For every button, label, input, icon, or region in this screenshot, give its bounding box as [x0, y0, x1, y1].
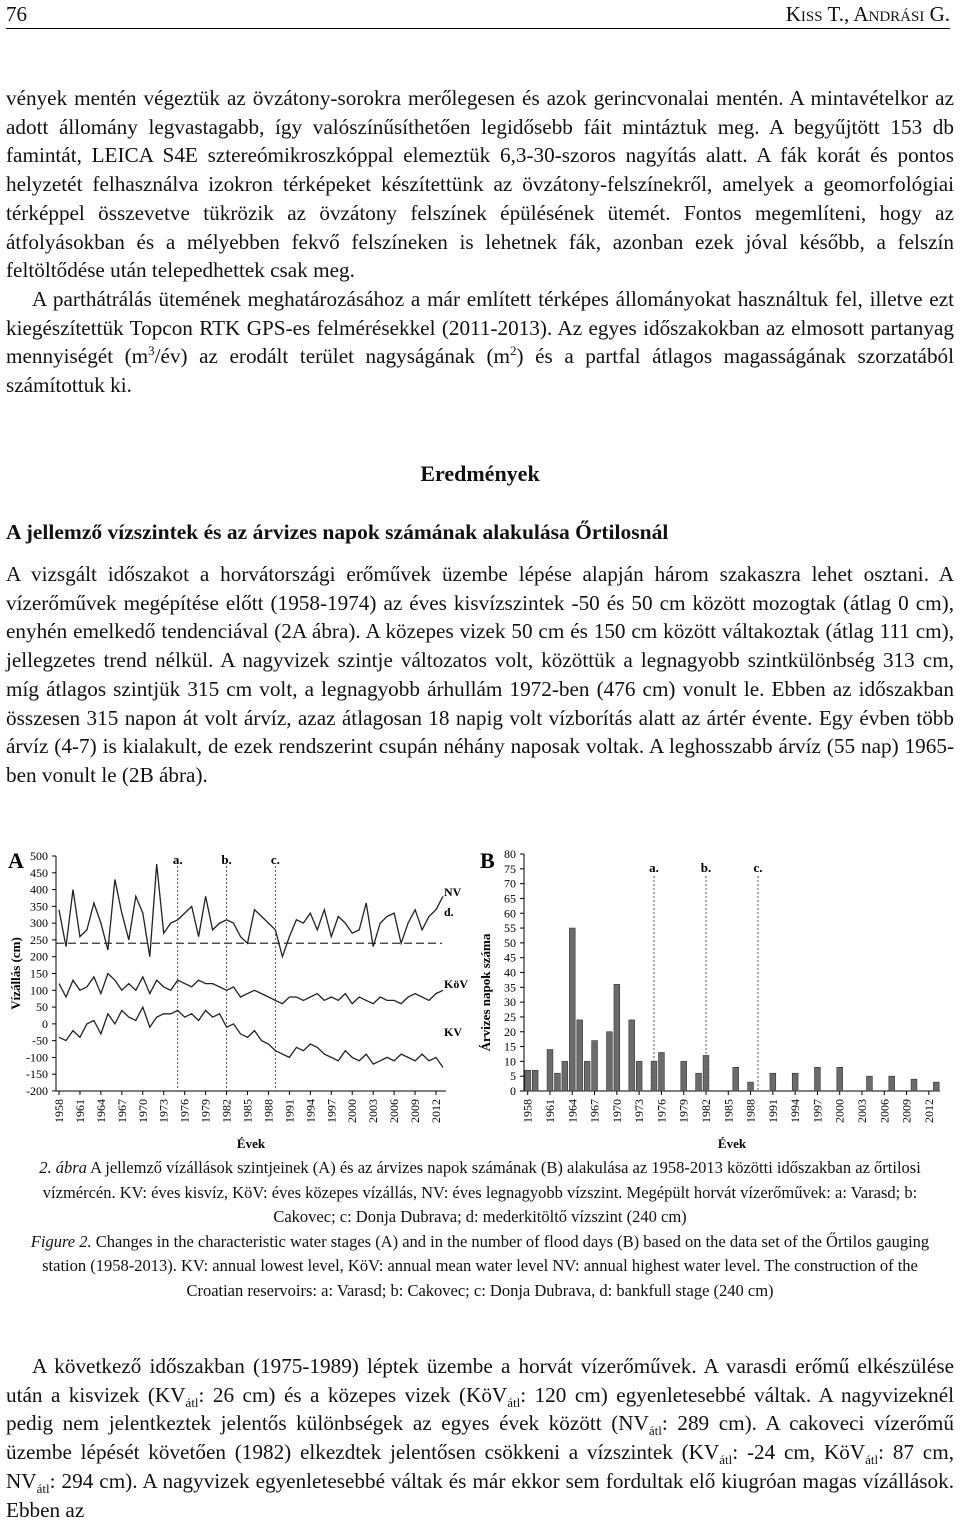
- y-tick-label: 80: [504, 847, 516, 861]
- y-tick-label: 0: [42, 1016, 48, 1031]
- superscript: 3: [148, 343, 155, 359]
- header-rule: [6, 28, 950, 29]
- x-tick-label: 2003: [366, 1099, 381, 1123]
- running-header: [6, 0, 950, 34]
- y-tick-label: 35: [504, 980, 516, 995]
- y-tick-label: 200: [30, 949, 48, 964]
- flood-days-bar: [867, 1076, 873, 1091]
- subsection-title: A jellemző vízszintek és az árvizes napok számának alakulása Őrtilosnál: [6, 520, 669, 544]
- flood-days-bar: [748, 1082, 754, 1091]
- text-run: : 294 cm). A nagyvizek egyenletesebbé váltak és már ekkor sem fordultak elő kiugróan magas vízállások. Ebben az: [6, 1468, 954, 1522]
- y-tick-label: 300: [30, 916, 48, 931]
- x-tick-label: 2009: [899, 1099, 914, 1123]
- text-run: A következő időszakban (1975-1989) léptek üzembe a horvát vízerőművek. A varasdi erőmű elkészülése után a kisvizek (KV: [6, 1354, 954, 1407]
- x-tick-label: 1976: [177, 1099, 192, 1123]
- text-run: : 289 cm). A cakoveci vízerőmű üzembe lépését követően (1982) elkezdtek jelentősen csökkeni a vízszintek (KV: [6, 1411, 954, 1465]
- y-tick-label: 250: [30, 932, 48, 947]
- x-tick-label: 2012: [429, 1099, 444, 1123]
- x-axis-label: Évek: [717, 1136, 747, 1151]
- x-tick-label: 1967: [114, 1099, 129, 1123]
- caption-hungarian: [20, 1156, 940, 1230]
- y-axis-label: Árvizes napok száma: [478, 933, 493, 1052]
- x-tick-label: 1961: [72, 1099, 87, 1123]
- series-line-kv: [59, 1007, 443, 1067]
- reservoir-label: a.: [172, 852, 183, 867]
- y-tick-label: 450: [30, 865, 48, 880]
- x-tick-label: 1967: [587, 1099, 602, 1123]
- reservoir-label: a.: [649, 860, 659, 875]
- x-tick-label: 2000: [345, 1099, 360, 1123]
- x-tick-label: 1994: [303, 1099, 318, 1123]
- x-tick-label: 1958: [520, 1099, 535, 1123]
- y-tick-label: 40: [504, 965, 516, 980]
- flood-days-bar: [525, 1070, 531, 1091]
- flood-days-bar: [770, 1073, 776, 1091]
- flood-days-bar: [792, 1073, 798, 1091]
- y-tick-label: 150: [30, 966, 48, 981]
- flood-days-bar: [629, 1020, 635, 1091]
- reservoir-label: b.: [221, 852, 232, 867]
- x-tick-label: 1988: [743, 1099, 758, 1123]
- series-label: NV: [444, 885, 462, 899]
- subscript: átl: [36, 1481, 50, 1497]
- flood-days-bar: [733, 1067, 739, 1091]
- x-tick-label: 1964: [565, 1099, 580, 1123]
- text-run: : 87 cm, NV: [6, 1440, 954, 1493]
- flood-days-bar: [569, 928, 575, 1091]
- flood-days-bar: [532, 1070, 538, 1091]
- results-paragraph-2: [6, 1352, 954, 1524]
- y-tick-label: 70: [504, 876, 516, 891]
- flood-days-bar: [889, 1076, 895, 1091]
- figure-caption: [20, 1156, 940, 1303]
- subscript: átl: [719, 1452, 733, 1468]
- panel-label: B: [480, 848, 495, 873]
- x-tick-label: 2012: [921, 1099, 936, 1123]
- x-tick-label: 2006: [877, 1099, 892, 1123]
- flood-days-bar: [659, 1052, 665, 1091]
- y-tick-label: 60: [504, 906, 516, 921]
- flood-days-bar: [933, 1082, 939, 1091]
- reservoir-label: b.: [700, 860, 712, 875]
- subscript: átl: [507, 1394, 521, 1410]
- text-run: /év) az erodált terület nagyságának (m: [154, 344, 511, 369]
- subscript: átl: [648, 1423, 662, 1439]
- y-tick-label: -100: [26, 1050, 48, 1065]
- x-tick-label: 1961: [543, 1099, 557, 1123]
- running-header-authors: Kiss T., Andrási G.: [785, 2, 950, 26]
- x-tick-label: 1973: [632, 1099, 647, 1123]
- y-tick-label: 50: [504, 935, 516, 950]
- x-tick-label: 1979: [198, 1099, 213, 1123]
- caption-text: Changes in the characteristic water stages (A) and in the number of flood days (B) based on the data set of the Őrtilos gauging station (1958-2013). KV: annual lowest level, KöV: annual mean water level NV: annual highest water level. The construction of the Croatian reservoirs: a: Varasd; b: Cakovec; c: Donja Dubrava, d: bankfull stage (240 cm): [42, 1231, 930, 1300]
- y-tick-label: 25: [504, 1009, 516, 1024]
- y-tick-label: 65: [504, 891, 516, 906]
- flood-days-bar: [562, 1061, 568, 1091]
- y-tick-label: -200: [26, 1084, 48, 1098]
- x-tick-label: 1994: [788, 1099, 803, 1123]
- x-axis-label: Évek: [236, 1136, 266, 1151]
- x-tick-label: 1997: [324, 1099, 339, 1123]
- x-tick-label: 2003: [855, 1099, 869, 1123]
- x-tick-label: 2009: [408, 1099, 423, 1123]
- chart-b: [478, 836, 948, 1156]
- caption-english: [20, 1230, 940, 1304]
- series-label: KöV: [444, 977, 468, 991]
- series-label: KV: [444, 1025, 462, 1039]
- text-run: : 120 cm) egyenletesebbé váltak. A nagyvizeknél pedig nem jelentkeztek jelentős különbségek az egyes évek között (NV: [6, 1382, 955, 1436]
- results-paragraph-1: A vizsgált időszakot a horvátországi erőművek üzembe lépése alapján három szakaszra lehet osztani. A vízerőművek megépítése előtt (1958-1974) az éves kisvízszintek -50 és 50 cm között mozogtak (átlag 0 cm), enyhén emelkedő tendenciával (2A ábra). A közepes vizek 50 cm és 150 cm között váltakoztak (átlag 111 cm), jellegzetes trend nélkül. A nagyvizek szintje változatos volt, közöttük a legnagyobb szintkülönbség 313 cm, míg átlagos szintjük 315 cm volt, a legnagyobb árhullám 1972-ben (476 cm) vonult le. Ebben az időszakban összesen 315 napon át volt árvíz, azaz átlagosan 18 napig volt vízborítás alatt az ártér évente. Egy évben több árvíz (4-7) is kialakult, de ezek rendszerint csupán néhány naposak voltak. A leghosszabb árvíz (55 nap) 1965-ben vonult le (2B ábra).: [6, 562, 954, 787]
- x-tick-label: 1976: [654, 1099, 669, 1123]
- x-tick-label: 1991: [765, 1099, 780, 1123]
- text-run: : 26 cm) és a közepes vizek (KöV: [198, 1382, 508, 1407]
- flood-days-bar: [592, 1041, 598, 1091]
- y-tick-label: 55: [504, 921, 516, 936]
- series-line-köv: [59, 974, 443, 1004]
- flood-days-bar: [584, 1061, 590, 1091]
- text-run: : -24 cm, KöV: [732, 1440, 866, 1465]
- x-tick-label: 1982: [699, 1099, 713, 1123]
- methods-paragraph-2: [6, 285, 954, 400]
- text-run: ) és a partfal átlagos magasságának szorzatából számítottuk ki.: [6, 344, 955, 398]
- methods-paragraph-1: vények mentén végeztük az övzátony-sorokra merőlegesen és azok gerincvonalai mentén. A mintavételkor az adott állomány legvastagabb, így valószínűsíthetően legidősebb fáit mintáztuk meg. A begyűjtött 153 db famintát, LEICA S4E sztereómikroszkóppal elemeztük 6,3-30-szoros nagyítás alatt. A fák korát és pontos helyzetét felhasználva izokron térképeket készítettünk az övzátony-felszínekről, amelyek a geomorfológiai térképpel összevetve tükrözik az övzátony felszínek épülésének ütemét. Fontos megemlíteni, hogy az átfolyásokban és a mélyebben fekvő felszíneken is lehetnek fák, azonban ezek jóval később, a felszín feltöltődése után telepedhettek csak meg.: [6, 86, 954, 283]
- y-tick-label: -150: [26, 1067, 48, 1082]
- x-tick-label: 1985: [240, 1099, 255, 1123]
- x-tick-label: 2000: [832, 1099, 847, 1123]
- x-tick-label: 1979: [676, 1099, 691, 1123]
- x-tick-label: 1982: [219, 1099, 234, 1123]
- x-tick-label: 1958: [52, 1099, 66, 1123]
- flood-days-bar: [911, 1079, 917, 1091]
- y-tick-label: 100: [30, 983, 48, 998]
- flood-days-bar: [555, 1073, 561, 1091]
- flood-days-bar: [837, 1067, 843, 1091]
- flood-days-bar: [636, 1061, 642, 1091]
- flood-days-bar: [681, 1061, 687, 1091]
- x-tick-label: 1988: [261, 1099, 276, 1123]
- flood-days-bar: [696, 1073, 702, 1091]
- x-tick-label: 1973: [156, 1099, 171, 1123]
- subscript: átl: [865, 1452, 879, 1468]
- y-tick-label: 400: [30, 882, 48, 897]
- panel-label: A: [8, 848, 24, 873]
- figure-2: [0, 836, 960, 1156]
- y-tick-label: 500: [30, 849, 48, 863]
- y-tick-label: 75: [504, 861, 516, 876]
- results-text-2: [6, 1352, 954, 1524]
- flood-days-bar: [614, 984, 620, 1091]
- caption-text: A jellemző vízállások szintjeinek (A) és az árvizes napok számának (B) alakulása az 1958-2013 közötti időszakban az őrtilosi vízmércén. KV: éves kisvíz, KöV: éves közepes vízállás, NV: éves legnagyobb vízszint. Megépült horvát vízerőművek: a: Varasd; b: Cakovec; c: Donja Dubrava; d: mederkitöltő vízszint (240 cm): [42, 1158, 921, 1226]
- y-tick-label: 10: [504, 1054, 516, 1069]
- x-tick-label: 2006: [387, 1099, 402, 1123]
- flood-days-bar: [815, 1067, 821, 1091]
- page-number: 76: [6, 2, 27, 26]
- x-tick-label: 1970: [135, 1099, 150, 1123]
- superscript: 2: [510, 343, 517, 359]
- x-tick-label: 1997: [810, 1099, 825, 1123]
- section-title: Eredmények: [420, 461, 540, 486]
- x-tick-label: 1970: [609, 1099, 624, 1123]
- caption-label: Figure 2.: [30, 1231, 92, 1251]
- flood-days-bar: [547, 1050, 553, 1091]
- x-tick-label: 1985: [721, 1099, 736, 1123]
- text-run: A parthátrálás ütemének meghatározásához a már említett térképes állományokat használtuk fel, illetve ezt kiegészítettük Topcon RTK GPS-es felmérésekkel (2011-2013). Az egyes időszakokban az elmosott partanyag mennyiségét (m: [6, 286, 954, 369]
- subscript: átl: [185, 1394, 199, 1410]
- chart-a: [0, 836, 480, 1156]
- y-tick-label: 0: [510, 1084, 516, 1098]
- y-tick-label: 350: [30, 899, 48, 914]
- x-tick-label: 1991: [282, 1099, 297, 1123]
- caption-label: 2. ábra: [39, 1158, 87, 1177]
- reservoir-label: c.: [753, 860, 763, 875]
- series-label: d.: [444, 905, 454, 919]
- y-tick-label: 45: [504, 950, 516, 965]
- results-text: [6, 560, 954, 790]
- y-tick-label: 5: [510, 1069, 516, 1084]
- flood-days-bar: [577, 1020, 583, 1091]
- y-axis-label: Vízállás (cm): [8, 937, 23, 1010]
- reservoir-label: c.: [270, 852, 280, 867]
- methods-text: [6, 84, 954, 400]
- y-tick-label: -50: [32, 1033, 48, 1048]
- y-tick-label: 15: [504, 1039, 516, 1054]
- x-tick-label: 1964: [93, 1099, 108, 1123]
- y-tick-label: 20: [504, 1024, 516, 1039]
- y-tick-label: 30: [504, 995, 516, 1010]
- y-tick-label: 50: [36, 1000, 48, 1015]
- flood-days-bar: [607, 1032, 613, 1091]
